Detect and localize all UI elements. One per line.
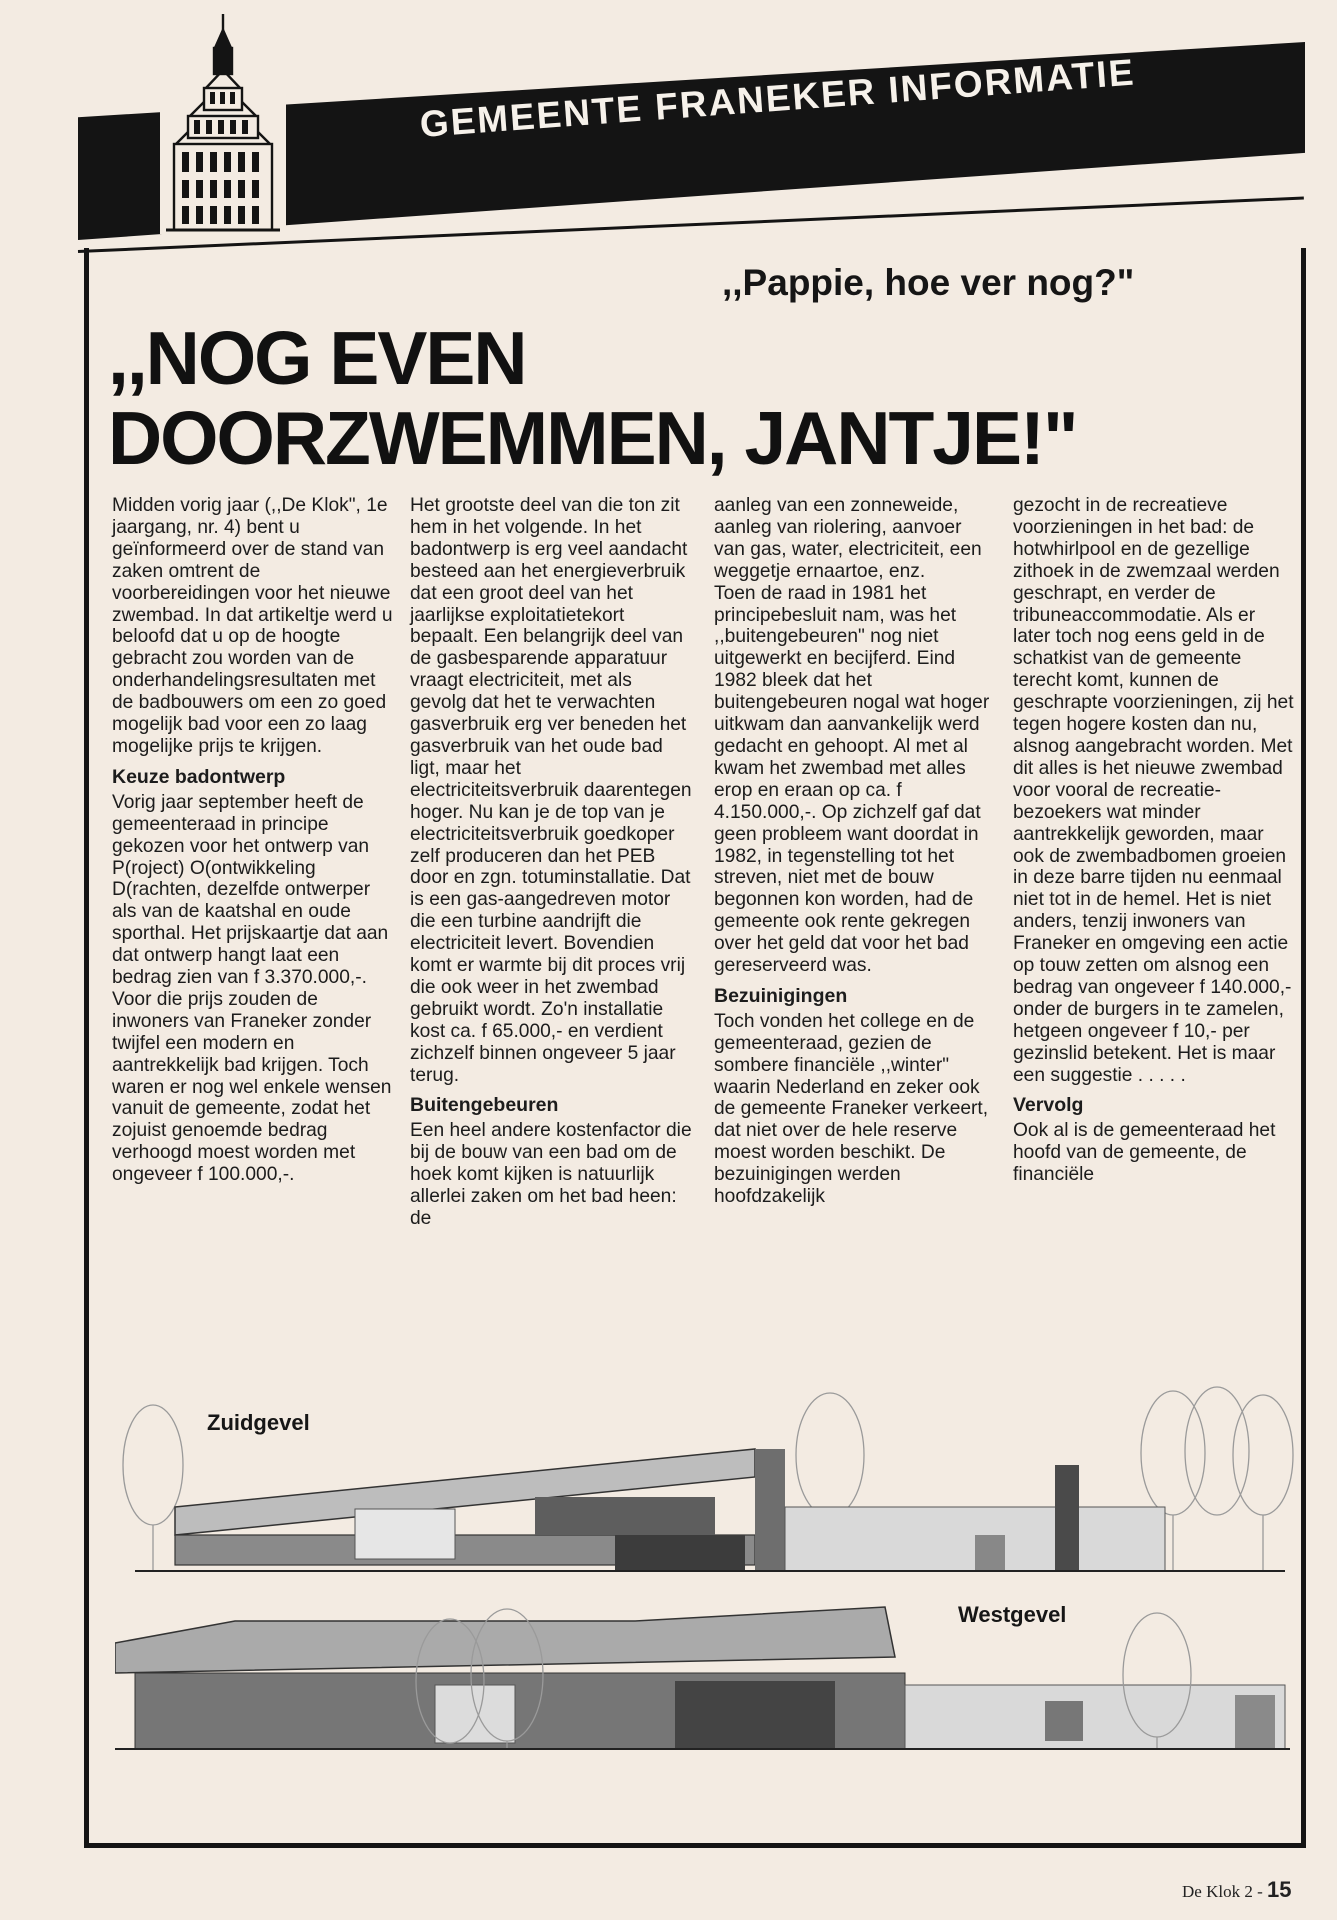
paragraph: Midden vorig jaar (,,De Klok", 1e jaargang, nr. 4) bent u geïnformeerd over de stand van zaken omtrent de voorbereidingen voor het nieuwe zwembad. In dat artikeltje werd u beloofd dat u op de hoogte gebracht zou worden van de onderhandelingsresultaten met de badbouwers om een zo goed mogelijk bad voor een zo laag mogelijke prijs te krijgen. bbox=[112, 495, 393, 757]
paragraph: Een heel andere kostenfactor die bij de bouw van een bad om de hoek komt kijken is natuurlijk allerlei zaken om het bad heen: de bbox=[410, 1120, 692, 1229]
article-column-1 bbox=[112, 495, 395, 1186]
west-facade-label: Westgevel bbox=[958, 1602, 1067, 1627]
town-hall-icon bbox=[160, 8, 286, 234]
article-subtitle: ,,Pappie, hoe ver nog?" bbox=[722, 262, 1135, 303]
paragraph: aanleg van een zonneweide, aanleg van riolering, aanvoer van gas, water, electriciteit, een weggetje ernaartoe, enz. bbox=[714, 495, 982, 582]
article-column-2 bbox=[410, 495, 693, 1230]
page-footer bbox=[1182, 1877, 1291, 1903]
article-headline bbox=[108, 318, 1077, 478]
article-column-3 bbox=[714, 495, 997, 1208]
west-facade-drawing bbox=[115, 1607, 1290, 1749]
section-heading-vervolg: Vervolg bbox=[1013, 1094, 1084, 1117]
section-heading-bezuinigingen: Bezuinigingen bbox=[714, 984, 848, 1007]
section-heading-keuze: Keuze badontwerp bbox=[112, 765, 286, 788]
paragraph: Toen de raad in 1981 het principebesluit nam, was het ,,buitengebeuren" nog niet uitgewerkt en becijferd. Eind 1982 bleek dat het buitengebeuren nogal wat hoger uitkwam dan aanvankelijk werd gedacht en gehoopt. Al met al kwam het zwembad met alles erop en eraan op ca. f 4.150.000,-. Op zichzelf gaf dat geen probleem want doordat in 1982, in tegenstelling tot het streven, niet met de bouw begonnen kon worden, had de gemeente ook rente gekregen over het geld dat voor het bad gereserveerd was. bbox=[714, 582, 990, 977]
paragraph: Ook al is de gemeenteraad het hoofd van de gemeente, de financiële bbox=[1013, 1120, 1276, 1186]
paragraph: Toch vonden het college en de gemeenteraad, gezien de sombere financiële ,,winter" waarin Nederland en zeker ook de gemeente Franeker verkeert, dat niet over de hele reserve moest worden beschikt. De bezuinigingen werden hoofdzakelijk bbox=[714, 1010, 989, 1208]
paragraph: Vorig jaar september heeft de gemeenteraad in principe gekozen voor het ontwerp van P(roject) O(ontwikkeling D(rachten, dezelfde ontwerper als van de kaatshal en oude sporthal. Het prijskaartje dat aan dat ontwerp hangt laat een bedrag zien van f 3.370.000,-. Voor die prijs zouden de inwoners van Franeker zonder twijfel een modern en aantrekkelijk bad krijgen. Toch waren er nog wel enkele wensen vanuit de gemeente, zodat het zojuist genoemde bedrag verhoogd moest worden met ongeveer f 100.000,-. bbox=[112, 791, 392, 1186]
page-number: 15 bbox=[1267, 1877, 1292, 1902]
footer-separator: - bbox=[1257, 1882, 1263, 1901]
architectural-drawings bbox=[115, 1385, 1295, 1805]
headline-line-1: ,,NOG EVEN bbox=[108, 316, 526, 400]
article-column-4 bbox=[1013, 495, 1296, 1186]
paragraph: gezocht in de recreatieve voorzieningen in het bad: de hotwhirlpool en de gezellige zithoek in de zwemzaal werden geschrapt, en verder de tribuneaccommodatie. Als er later toch nog eens geld in de schatkist van de gemeente terecht komt, kunnen de geschrapte voorzieningen, zij het tegen hogere kosten dan nu, alsnog aangebracht worden. Met dit alles is het nieuwe zwembad voor vooral de recreatie-bezoekers wat minder aantrekkelijk geworden, maar ook de zwembadbomen groeien in deze barre tijden nu eenmaal niet tot in de hemel. Het is niet anders, tenzij inwoners van Franeker en omgeving een actie op touw zetten om alsnog een bedrag van ongeveer f 140.000,- onder de burgers in te zamelen, hetgeen ongeveer f 10,- per gezinslid betekent. Het is maar een suggestie . . . . . bbox=[1013, 495, 1294, 1086]
headline-line-2: DOORZWEMMEN, JANTJE!" bbox=[108, 396, 1077, 480]
section-heading-buitengebeuren: Buitengebeuren bbox=[410, 1094, 559, 1117]
header-title: GEMEENTE FRANEKER INFORMATIE bbox=[418, 51, 1137, 145]
paragraph: Het grootste deel van die ton zit hem in het volgende. In het badontwerp is erg veel aandacht besteed aan het energieverbruik dat een groot deel van het jaarlijkse exploitatietekort bepaalt. Een belangrijk deel van de gasbesparende apparatuur vraagt electriciteit, met als gevolg dat het te verwachten gasverbruik erg ver beneden het gasverbruik van het oude bad ligt, maar het electriciteitsverbruik daarentegen hoger. Nu kan je de top van je electriciteitsverbruik goedkoper zelf produceren dan het PEB door en zgn. totuminstallatie. Dat is een gas-aangedreven motor die een turbine aandrijft die electriciteit levert. Bovendien komt er warmte bij dit proces vrij die ook weer in het zwembad gebruikt wordt. Zo'n installatie kost ca. f 65.000,- en verdient zichzelf binnen ongeveer 5 jaar terug. bbox=[410, 495, 692, 1086]
magazine-name: De Klok 2 bbox=[1182, 1882, 1253, 1901]
south-facade-label: Zuidgevel bbox=[207, 1410, 310, 1435]
